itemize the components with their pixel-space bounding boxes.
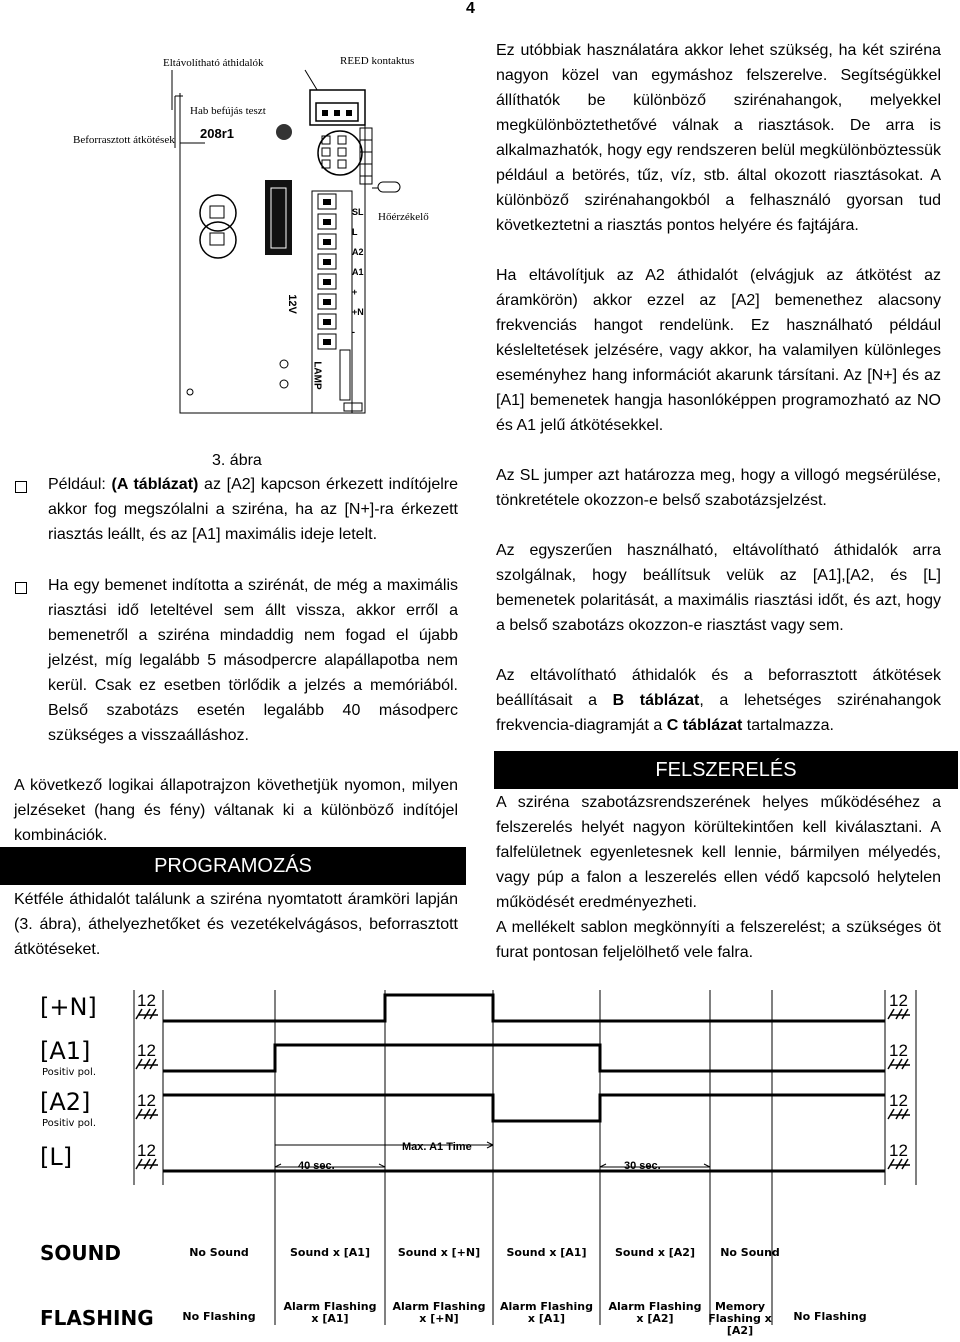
signal-label-l: [L]: [40, 1143, 73, 1171]
figure-3: [60, 48, 480, 418]
flashing-row-label: FLASHING: [40, 1306, 154, 1330]
flashing-cell: Memory Flashing x [A2]: [708, 1300, 772, 1337]
pin-label: A1: [352, 267, 364, 277]
signal-label-a1: [A1]: [40, 1037, 91, 1065]
pin-label: SL: [352, 207, 364, 217]
bold-ref-table-c: C táblázat: [666, 717, 743, 734]
level-high-label: 12: [137, 991, 156, 1010]
state-diagram-intro: A következő logikai állapotrajzon követhetjük nyomon, milyen jelzéseket (hang és fény) váltanak ki a különböző indítójel kombinációk.: [14, 777, 458, 844]
sound-cell: Sound x [+N]: [397, 1246, 481, 1259]
level-high-label: 12: [889, 1141, 908, 1160]
right-paragraph-3: Az SL jumper azt határozza meg, hogy a villogó megsérülése, tönkretétele okozzon-e belső szabotázsjelzést.: [496, 467, 941, 509]
board-code: 208r1: [200, 126, 234, 141]
board-voltage: 12V: [285, 294, 298, 314]
signal-sub-a2: Positiv pol.: [42, 1118, 96, 1129]
section-heading-installation: FELSZERELÉS: [494, 751, 958, 789]
level-high-label: 12: [137, 1091, 156, 1110]
pcb-drawing: [60, 48, 480, 418]
sound-cell: Sound x [A1]: [290, 1246, 370, 1259]
timing-diagram: [0, 985, 960, 1342]
pin-label: A2: [352, 247, 364, 257]
timing-waveforms: [0, 985, 960, 1342]
flashing-cell: Alarm Flashing x [A1]: [500, 1300, 593, 1325]
label-heat-sensor: Hőérzékelő: [378, 211, 429, 223]
section-heading-programming: PROGRAMOZÁS: [0, 847, 466, 885]
page-number: 4: [466, 0, 475, 17]
right-paragraph-6: A sziréna szabotázsrendszerének helyes működéséhez a felszerelés helyét nagyon körültekintően kell kiválasztani. A falfelületnek egyenletesnek kell lennie, bármilyen mélyedés, vagy púp a falon a leszerelés ellen védő kapcsoló helytelen működését eredményezheti.: [496, 794, 941, 911]
flashing-cell: Alarm Flashing x [+N]: [392, 1300, 486, 1325]
level-high-label: 12: [889, 1041, 908, 1060]
bold-ref-table-a: (A táblázat): [111, 476, 199, 493]
time-30-label: 30 sec.: [624, 1160, 661, 1172]
bold-ref-table-b: B táblázat: [612, 692, 700, 709]
programming-text: Kétféle áthidalót találunk a sziréna nyomtatott áramköri lapján (3. ábra), áthelyezhetőket és vezetékelvágásos, beforrasztott átkötéseket.: [14, 891, 458, 958]
right-paragraph-5: Az eltávolítható áthidalók és a beforrasztott átkötések beállításait a B táblázat, a lehetséges szirénahangok frekvencia-diagramját a C táblázat tartalmazza.: [496, 667, 942, 734]
board-lamp: LAMP: [311, 361, 323, 390]
flashing-cell: Alarm Flashing x [A1]: [283, 1300, 377, 1325]
flashing-cell: Alarm Flashing x [A2]: [608, 1300, 702, 1325]
right-paragraph-2: Ha eltávolítjuk az A2 áthidalót (elvágjuk az átkötést az áramkörön) akkor ezzel az [A2] bemenethez alacsony frekvenciás hangot rendelünk. Ez használható például késleltetések jelzésére, vagy akkor, ha valamilyen különleges eseményhez hang információt akarunk társítani. Az [N+] és az [A1] bemenetek hangja hasonlóképpen programozható az NO és A1 jelű átkötésekkel.: [496, 267, 941, 434]
right-paragraph-7: A mellékelt sablon megkönnyíti a felszerelést; a szükséges öt furat pontosan feljelölhető vele falra.: [496, 919, 941, 961]
level-high-label: 12: [889, 1091, 908, 1110]
signal-sub-a1: Positiv pol.: [42, 1067, 96, 1078]
signal-label-n: [+N]: [40, 993, 97, 1021]
label-foam-test: Hab befújás teszt: [190, 105, 266, 117]
bullet-memory-reset: Ha egy bemenet indította a szirénát, de még a maximális riasztási idő leteltével sem állt vissza, akkor erről a bemenetről a sziréna mindaddig nem fogad el újabb jelzést, míg legalább 5 másodpercre alapállapotba nem kerül. Csak ez esetben törlődik a jelzés a memóriából. Belső szabotázs esetén legalább 40 másodperc szükséges a visszaálláshoz.: [48, 577, 458, 744]
bullet-marker: [15, 582, 27, 594]
flashing-cell: No Flashing: [793, 1310, 867, 1323]
label-soldered-links: Beforrasztott átkötések: [73, 134, 175, 146]
sound-row-label: SOUND: [40, 1241, 121, 1265]
label-removable-jumpers: Eltávolítható áthidalók: [163, 57, 264, 69]
level-high-label: 12: [137, 1141, 156, 1160]
sound-cell: Sound x [A2]: [615, 1246, 695, 1259]
pin-label: +: [352, 287, 358, 297]
pin-label: -: [352, 327, 355, 337]
sound-cell: Sound x [A1]: [506, 1246, 587, 1259]
figure-caption: 3. ábra: [212, 452, 262, 469]
sound-cell: No Sound: [720, 1246, 780, 1259]
level-high-label: 12: [137, 1041, 156, 1060]
flashing-cell: No Flashing: [182, 1310, 256, 1323]
max-a1-time-label: Max. A1 Time: [402, 1141, 472, 1153]
signal-label-a2: [A2]: [40, 1088, 91, 1116]
bullet-marker: [15, 481, 27, 493]
label-reed-contact: REED kontaktus: [340, 55, 415, 67]
board-pin-labels: [352, 202, 378, 342]
level-high-label: 12: [889, 991, 908, 1010]
time-40-label: 40 sec.: [298, 1160, 335, 1172]
bullet-example: Például: (A táblázat) az [A2] kapcson érkezett indítójelre akkor fog megszólalni a sziréna, ha az [N+]-ra érkezett riasztás leállt, és az [A1] maximális ideje letelt.: [48, 476, 459, 543]
sound-cell: No Sound: [189, 1246, 249, 1259]
pin-label: L: [352, 227, 358, 237]
pin-label: +N: [352, 307, 364, 317]
right-paragraph-4: Az egyszerűen használható, eltávolítható áthidalók arra szolgálnak, hogy beállítsuk velük az [A1],[A2, és [L] bemenetek polaritását, a maximális riasztási időt, és azt, hogy a belső szabotázs okozzon-e riasztást vagy sem.: [496, 542, 941, 634]
right-paragraph-1: Ez utóbbiak használatára akkor lehet szükség, ha két sziréna nagyon közel van egymáshoz felszerelve. Segítségükkel állíthatók be különböző szirénahangok, melyekkel megkülönböztethetővé válnak a riasztások. De arra is alkalmazhatók, hogy egy rendszeren belül megkülönböztessük például a betörés, tűz, víz, stb. által okozott riasztásokat. A különböző szirénahangokból a felhasználó gyorsan tud következtetni a riasztás pontos helyére és fajtájára.: [496, 42, 941, 234]
